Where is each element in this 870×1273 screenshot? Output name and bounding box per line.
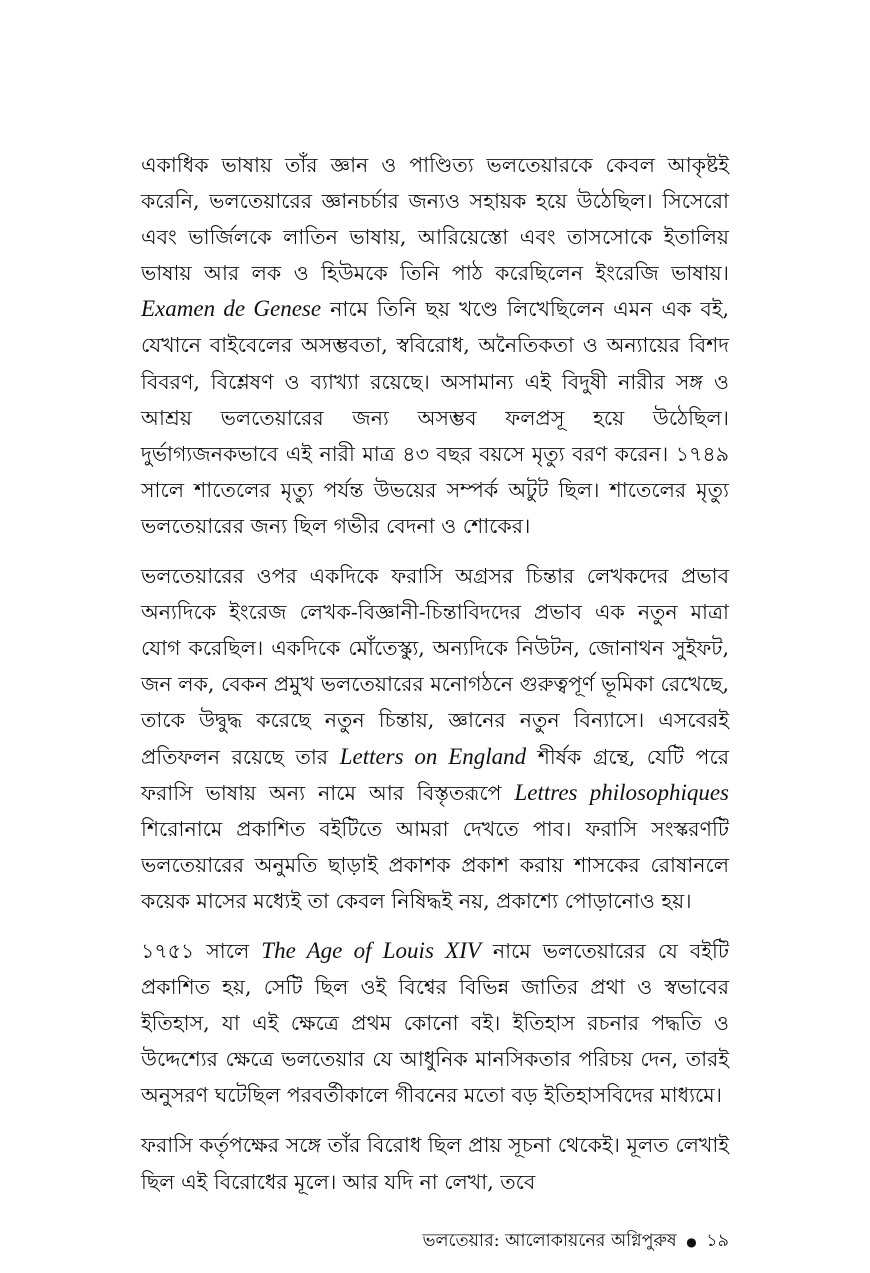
italic-title: Lettres philosophiques — [514, 779, 730, 805]
page-number: ১৯ — [706, 1231, 729, 1251]
italic-title: The Age of Louis XIV — [261, 937, 481, 963]
text-run: ফরাসি কর্তৃপক্ষের সঙ্গে তাঁর বিরোধ ছিল প্রায় সূচনা থেকেই। মূলত লেখাই ছিল এই বিরোধের মূলে। আর যদি না লেখা, তবে — [141, 1133, 729, 1194]
text-run: শীর্ষক গ্রন্থে, যেটি পরে ফরাসি ভাষায় অন্য নামে আর বিস্তৃতরূপে — [141, 744, 729, 805]
italic-title: Letters on England — [339, 743, 527, 769]
book-title: ভলতেয়ার: আলোকায়নের অগ্নিপুরুষ — [422, 1231, 677, 1251]
running-footer — [141, 1228, 729, 1255]
paragraph — [141, 147, 729, 544]
italic-title: Examen de Genese — [141, 296, 322, 322]
text-run: শিরোনামে প্রকাশিত বইটিতে আমরা দেখতে পাব। ফরাসি সংস্করণটি ভলতেয়ারের অনুমতি ছাড়াই প্রকাশক প্রকাশ করায় শাসকের রোষানলে কয়েক মাসের মধ্যেই তা কেবল নিষিদ্ধই নয়, প্রকাশ্যে পোড়ানোও হয়। — [141, 816, 729, 913]
text-run: ১৭৫১ সালে — [141, 938, 262, 963]
text-run: নামে তিনি ছয় খণ্ডে লিখেছিলেন এমন এক বই, যেখানে বাইবেলের অসম্ভবতা, স্ববিরোধ, অনৈতিকতা ও অন্যায়ের বিশদ বিবরণ, বিশ্লেষণ ও ব্যাখ্যা রয়েছে। অসামান্য এই বিদুষী নারীর সঙ্গ ও আশ্রয় ভলতেয়ারের জন্য অসম্ভব ফলপ্রসূ হয়ে উঠেছিল। দুর্ভাগ্যজনকভাবে এই নারী মাত্র ৪৩ বছর বয়সে মৃত্যু বরণ করেন। ১৭৪৯ সালে শাতেলের মৃত্যু পর্যন্ত উভয়ের সম্পর্ক অটুট ছিল। শাতেলের মৃত্যু ভলতেয়ারের জন্য ছিল গভীর বেদনা ও শোকের। — [141, 297, 729, 538]
page-body — [141, 147, 729, 1214]
text-run: নামে ভলতেয়ারের যে বইটি প্রকাশিত হয়, সেটি ছিল ওই বিশ্বের বিভিন্ন জাতির প্রথা ও স্বভাবের ইতিহাস, যা এই ক্ষেত্রে প্রথম কোনো বই। ইতিহাস রচনার পদ্ধতি ও উদ্দেশ্যের ক্ষেত্রে ভলতেয়ার যে আধুনিক মানসিকতার পরিচয় দেন, তারই অনুসরণ ঘটেছিল পরবর্তীকালে গীবনের মতো বড় ইতিহাসবিদের মাধ্যমে। — [141, 938, 729, 1108]
text-run: একাধিক ভাষায় তাঁর জ্ঞান ও পাণ্ডিত্য ভলতেয়ারকে কেবল আকৃষ্টই করেনি, ভলতেয়ারের জ্ঞানচর্চার জন্যও সহায়ক হয়ে উঠেছিল। সিসেরো এবং ভার্জিলকে লাতিন ভাষায়, আরিয়েস্তো এবং তাসসোকে ইতালিয় ভাষায় আর লক ও হিউমকে তিনি পাঠ করেছিলেন ইংরেজি ভাষায়। — [141, 153, 729, 286]
paragraph — [141, 558, 729, 919]
text-run: ভলতেয়ারের ওপর একদিকে ফরাসি অগ্রসর চিন্তার লেখকদের প্রভাব অন্যদিকে ইংরেজ লেখক-বিজ্ঞানী-চিন্তাবিদদের প্রভাব এক নতুন মাত্রা যোগ করেছিল। একদিকে মোঁতেস্ক্যু, অন্যদিকে নিউটন, জোনাথন সুইফট, জন লক, বেকন প্রমুখ ভলতেয়ারের মনোগঠনে গুরুত্বপূর্ণ ভূমিকা রেখেছে, তাকে উদ্বুদ্ধ করেছে নতুন চিন্তায়, জ্ঞানের নতুন বিন্যাসে। এসবেরই প্রতিফলন রয়েছে তার — [141, 564, 729, 769]
bullet-separator: ● — [686, 1234, 697, 1249]
paragraph — [141, 933, 729, 1113]
paragraph — [141, 1127, 729, 1199]
